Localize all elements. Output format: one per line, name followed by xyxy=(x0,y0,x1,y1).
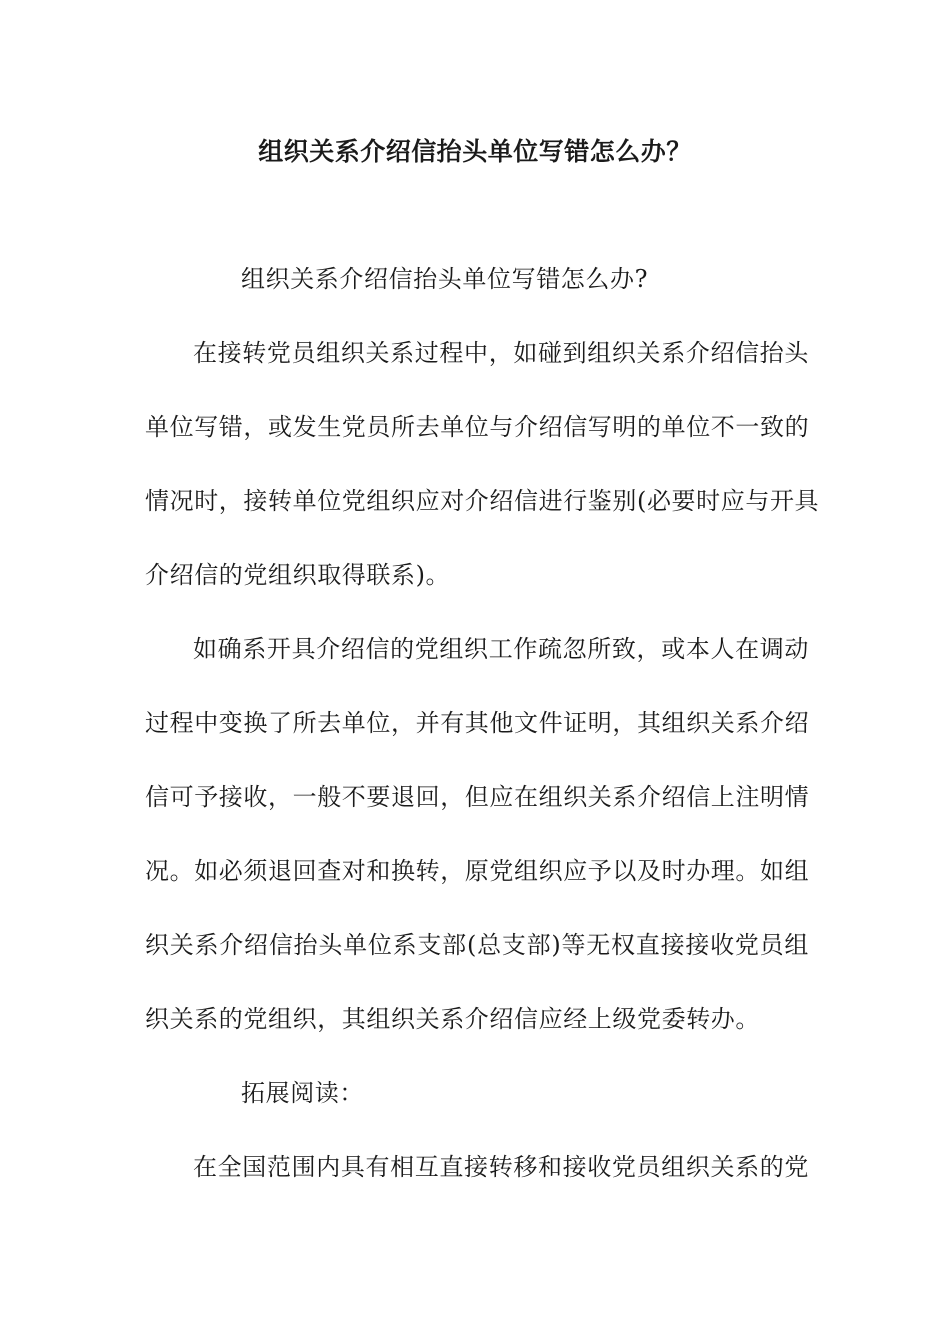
paragraph-2-line-3: 信可予接收，一般不要退回，但应在组织关系介绍信上注明情 xyxy=(145,783,810,811)
paragraph-3-line-1: 在全国范围内具有相互直接转移和接收党员组织关系的党 xyxy=(193,1153,809,1181)
paragraph-2-line-5: 织关系介绍信抬头单位系支部(总支部)等无权直接接收党员组 xyxy=(145,931,809,959)
paragraph-2-line-2: 过程中变换了所去单位，并有其他文件证明，其组织关系介绍 xyxy=(145,709,810,737)
paragraph-1-line-2: 单位写错，或发生党员所去单位与介绍信写明的单位不一致的 xyxy=(145,413,810,441)
paragraph-1-line-3: 情况时，接转单位党组织应对介绍信进行鉴别(必要时应与开具 xyxy=(145,487,820,515)
subtitle-line: 组织关系介绍信抬头单位写错怎么办? xyxy=(241,265,649,293)
paragraph-2-line-1: 如确系开具介绍信的党组织工作疏忽所致，或本人在调动 xyxy=(193,635,809,663)
document-title: 组织关系介绍信抬头单位写错怎么办？ xyxy=(258,137,692,166)
paragraph-1-line-1: 在接转党员组织关系过程中，如碰到组织关系介绍信抬头 xyxy=(193,339,809,367)
extended-reading-heading: 拓展阅读： xyxy=(241,1079,364,1107)
paragraph-1-line-4: 介绍信的党组织取得联系)。 xyxy=(145,561,451,589)
paragraph-2-line-6: 织关系的党组织，其组织关系介绍信应经上级党委转办。 xyxy=(145,1005,760,1033)
paragraph-2-line-4: 况。如必须退回查对和换转，原党组织应予以及时办理。如组 xyxy=(145,857,810,885)
